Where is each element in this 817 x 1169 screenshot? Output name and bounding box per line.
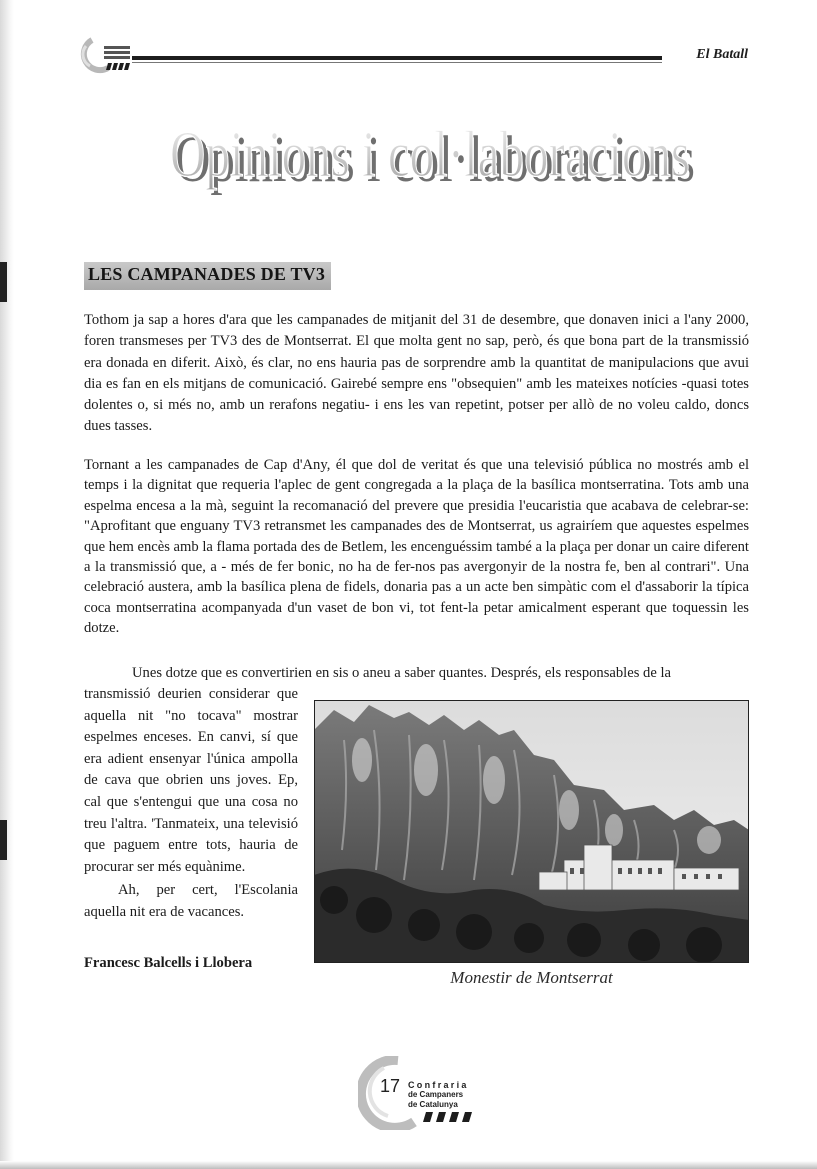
page-edge-shadow	[0, 0, 14, 1169]
article-author: Francesc Balcells i Llobera	[84, 955, 253, 971]
header-rule	[132, 56, 662, 60]
svg-text:Opinions i col·laboracions: Opinions i col·laboracions	[175, 123, 695, 196]
journal-name: El Batall	[696, 47, 748, 62]
montserrat-monastery-photo	[314, 700, 749, 963]
footer-org-line-3: de Catalunya	[408, 1100, 458, 1109]
page-edge-bottom	[0, 1161, 817, 1169]
section-title	[150, 110, 710, 205]
photo-caption: Monestir de Montserrat	[450, 968, 613, 987]
section-title-text: Opinions i col·laboracions	[170, 118, 690, 191]
footer-bars-icon	[422, 1112, 478, 1122]
article-heading: LES CAMPANADES DE TV3	[84, 262, 331, 290]
paragraph-4: Ah, per cert, l'Escolania aquella nit era de vacances.	[84, 882, 298, 920]
paragraph-3-column: transmissió deurien considerar que aquella nit "no tocava" mostrar espelmes enceses. En canvi, sí que era adient ensenyar l'única ampolla de cava que obrien uns joves. Ep, cal que s'entengui que una cosa no treu l'altra. 'Tanmateix, una televisió que paguem entre tots, hauria de procurar ser més equànime.	[84, 686, 298, 875]
footer-org-line-2: de Campaners	[408, 1090, 464, 1099]
paragraph-1: Tothom ja sap a hores d'ara que les campanades de mitjanit del 31 de desembre, que donaven inici a l'any 2000, foren transmeses per TV3 des de Montserrat. El que molta gent no sap, però, és que bona part de la transmissió era donada en diferit. Això, és clar, no ens hauria pas de sorprendre amb la quantitat de manipulacions que avui dia es fan en els mitjans de comunicació. Gairebé sempre ens "obsequien" amb les mateixes notícies -quasi totes dolentes o, si més no, amb un rerafons negatiu- i ens les van repetint, potser per allò de no voleu caldo, doncs dues tasses.	[84, 312, 749, 435]
footer-org-line-1: Confraria	[408, 1080, 469, 1090]
page-footer	[358, 1056, 508, 1130]
scan-margin-mark	[0, 820, 7, 860]
page-header	[78, 36, 748, 76]
footer-organization	[408, 1080, 469, 1110]
paragraph-2: Tornant a les campanades de Cap d'Any, él que dol de veritat és que una televisió pública no mostrés amb el temps i la dignitat que requeria l'aplec de gent congregada a la plaça de la basílica montserratina. Tots amb una espelma encesa a la mà, seguint la recomanació del prevere que presidia l'eucaristia que acabava de celebrar-se: "Aprofitant que enguany TV3 retransmet les campanades des de Montserrat, us agrairíem que aquestes espelmes que hem encès amb la flama portada des de Betlem, les encenguéssim també a la plaça per donar un caire diferent a la transmissió que, a - més de fer bonic, no ha de fer-nos pas avergonyir de la nostra fe, ben al contrari". Una celebració austera, amb la basílica plena de fidels, donaria pas a un acte ben simpàtic com el d'assaborir la típica coca montserratina acompanyada d'un vaset de bon vi, tot fent-la petar amicalment esperant que toquessin les dotze.	[84, 457, 749, 637]
confraria-logo-icon	[78, 36, 134, 74]
paragraph-3-first-line: Unes dotze que es convertirien en sis o aneu a saber quantes. Després, els responsables de la	[132, 665, 671, 681]
scan-margin-mark	[0, 262, 7, 302]
header-rule-thin	[132, 62, 662, 63]
page-number: 17	[380, 1076, 401, 1096]
